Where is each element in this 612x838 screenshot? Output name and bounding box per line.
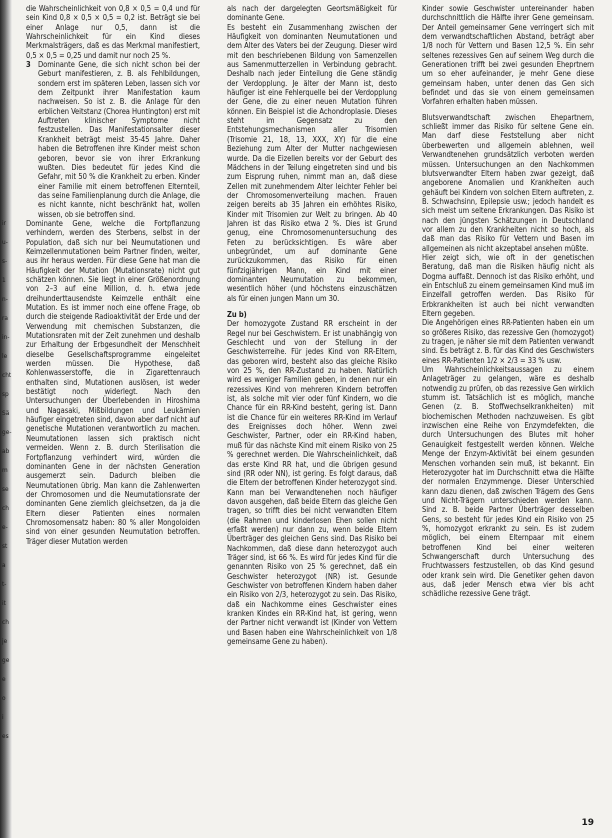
edge-fragment: s- <box>2 257 8 265</box>
edge-fragment: st <box>2 542 8 550</box>
edge-fragment: je <box>2 637 8 645</box>
edge-fragment: t- <box>2 580 7 588</box>
edge-fragment: ch <box>2 504 9 512</box>
edge-fragment: n- <box>2 295 8 303</box>
edge-fragment: it <box>2 599 6 607</box>
text-column-left <box>26 4 200 830</box>
edge-fragment: se <box>2 485 9 493</box>
edge-fragment: m <box>2 466 8 474</box>
edge-fragment: a <box>2 561 6 569</box>
edge-fragment: ir <box>2 219 7 227</box>
edge-fragment: ch <box>2 618 9 626</box>
edge-fragment: e- <box>2 523 8 531</box>
paragraph: als nach der dargelegten Geortsmäßigkeit für dominante Gene. <box>227 4 397 23</box>
paragraph: Blutsverwandtschaft zwischen Ehepartnern, schließt immer das Risiko für seltene Gene ein. Man darf diese Feststellung aber nicht überbewerten und allgemein ablehnen, weil Verwandtenehen grundsätzlich verboten werden müssen. Untersuchungen an den Nachkommen blutsverwandter Eltern haben zwar gezeigt, daß angeborene Anomalien und Krankheiten auch gehäuft bei Kindern von solchen Eltern auftreten, z. B. Schwachsinn, Epilepsie usw.; jedoch handelt es sich meist um seltene Erkrankungen. Das Risiko ist nach den jüngsten Schätzungen in Deutschland vor allem zu den Krankheiten nicht so hoch, als daß man das Risiko für Vettern und Basen im allgemeinen als nicht akzeptabel ansehen müßte. <box>422 112 594 253</box>
previous-page-edge <box>0 0 22 838</box>
paragraph: Um Wahrscheinlichkeitsaussagen zu einem Anlageträger zu gelangen, wäre es deshalb notwendig zu prüfen, ob das rezessive Gen wirklich stumm ist. Tatsächlich ist es möglich, manche Genen (z. B. Stoffwechselkrankheiten) mit biochemischen Methoden nachzuweisen. Es gibt inzwischen eine Reihe von Enzymdefekten, die durch Untersuchungen des Blutes mit hoher Genauigkeit festgestellt werden können. Welche Menge der Enzym-Aktivität bei einem gesunden Menschen vorhanden sein muß, ist bekannt. Ein Heterozygoter hat im Durchschnitt etwa die Hälfte der normalen Enzymmenge. Dieser Unterschied kann dazu dienen, daß zwischen Trägern des Gens und Nicht-Trägern unterschieden werden kann. Sind z. B. beide Partner Überträger desselben Gens, so besteht für jedes Kind ein Risiko von 25 %, homozygot erkrankt zu sein. Es ist zudem möglich, bei einem Elternpaar mit einem betroffenen Kind bei einer weiteren Schwangerschaft durch Untersuchung des Fruchtwassers festzustellen, ob das Kind gesund oder krank sein wird. Die Genetiker gehen davon aus, daß jeder Mensch etwa vier bis acht schädliche rezessive Gene trägt. <box>422 365 594 599</box>
page-number: 19 <box>581 818 594 828</box>
edge-fragment: cht <box>2 371 12 379</box>
edge-fragment: o <box>2 694 6 702</box>
edge-fragment: sp <box>2 390 9 398</box>
paragraph: Es besteht ein Zusammenhang zwischen der Häufigkeit von dominanten Neumutationen und dem Alter des Vaters bei der Zeugung. Dieser wird mit den beschriebenen Bildung von Samenzellen aus Samenmutterzellen in Verbindung gebracht. Deshalb nach jeder Einteilung die Gene ständig der Verdopplung. Je älter der Mann ist, desto häufiger ist eine Fehlerquelle bei der Verdopplung der Gene, die zu einer neuen Mutation führen können. Ein Beispiel ist die Achondroplasie. Dieses steht im Gegensatz zu den Entstehungsmechanismen aller Trisomien (Trisomie 21, 18, 13, XXX, XY) für die eine Beziehung zum Alter der Mutter nachgewiesen wurde. Da die Eizellen bereits vor der Geburt des Mädchens in der Teilung eingetreten sind und bis zum Eisprung ruhen, nimmt man an, daß diese Zellen mit zunehmendem Alter leichter Fehler bei der Chromosomenverteilung machen. Frauen zeigen bereits ab 35 Jahren ein erhöhtes Risiko, Kinder mit Trisomien zur Welt zu bringen. Ab 40 Jahren ist das Risiko etwa 2 %. Dies ist Grund genug, eine Chromosomenuntersuchung des Feten zu berücksichtigen. Es wäre aber unbegründet, um auf dominante Gene zurückzukommen, das Risiko für einen fünfzigjährigen Mann, ein Kind mit einer dominanten Neumutation zu bekommen, wesentlich höher (und höchstens einzuschätzen als für einen jungen Mann um 30. <box>227 22 397 303</box>
edge-fragment: le <box>2 352 8 360</box>
paragraph: Der homozygote Zustand RR erscheint in der Regel nur bei Geschwistern. Er ist unabhängig von Geschlecht und von der Stellung in der Geschwisterreihe. Für jedes Kind von RR-Eltern, das geboren wird, besteht also das gleiche Risiko von 25 %, den RR-Zustand zu haben. Natürlich wird es weniger Familien geben, in denen nur ein rezessives Kind von mehreren Kindern betroffen ist, als solche mit vier oder fünf Kindern, wo die Chance für ein RR-Kind besteht, gering ist. Dann ist die Chance für ein weiteres RR-Kind im Verlauf des Ereignisses doch höher. Wenn zwei Geschwister, Partner, oder ein RR-Kind haben, muß für das nächste Kind mit einem Risiko von 25 % gerechnet werden. Die Wahrscheinlichkeit, daß das erste Kind RR hat, und die übrigen gesund sind (RR oder NN), ist gering. Es folgt daraus, daß die Eltern der betroffenen Kinder heterozygot sind. Kann man bei Verwandtenehen noch häufiger davon ausgehen, daß beide Eltern das gleiche Gen tragen, so trifft dies bei nicht verwandten Eltern (die Rahmen und kinderlosen Ehen sollen nicht erfaßt werden) nur dann zu, wenn beide Eltern Überträger des gleichen Gens sind. Das Risiko bei Nachkommen, daß diese dann heterozygot auch Träger sind, ist 66 %. Es wird für jedes Kind für die genannten Risiko von 25 % gerechnet, daß ein Geschwister heterozygot (NR) ist. Gesunde Geschwister von betroffenen Kindern haben daher ein Risiko von 2/3, heterozygot zu sein. Das Risiko, daß ein Nachkomme eines Geschwister eines kranken Kindes ein RR-Kind hat, ist gering, wenn der Partner nicht verwandt ist (Kinder von Vettern und Basen haben eine Wahrscheinlichkeit von 1/8 gemeinsame Gene zu haben). <box>227 319 397 647</box>
edge-fragment: ab <box>2 447 10 455</box>
paragraph: Dominante Gene, welche die Fortpflanzung verhindern, werden des Sterbens, selbst in der Population, daß sich nur bei Neumutationen und Keimzellenmutationen beim Partner finden, weiter, aus ihr heraus werden. Für diese Gene hat man die Häufigkeit der Mutation (Mutationsrate) nicht gut schätzen können. Sie liegt in einer Größenordnung von 2–3 auf eine Million, d. h. etwa jede dreihunderttausendste Keimzelle enthält eine Mutation. Es ist immer noch eine offene Frage, ob durch die steigende Radioaktivität der Erde und der Verwendung mit chemischen Substanzen, die Mutationsraten mit der Zeit zunehmen und deshalb zur Erhaltung der Erbgesundheit der Menschheit dieselbe Gesellschaftsprogramme eingeleitet werden müssen. Die Hypothese, daß Kohlenwasserstoffe, die in Zigarettenrauch enthalten sind, Mutationen auslösen, ist weder bestätigt noch widerlegt. Nach den Untersuchungen der Überlebenden in Hiroshima und Nagasaki, Mißbildungen und Leukämien häufiger eingetreten sind, davon aber darf nicht auf genetische Mutationen verantwortlich zu machen. Neumutationen lassen sich praktisch nicht vermeiden. Wenn z. B. durch Sterilisation die Fortpflanzung verhindert wird, würden die dominanten Gene in der nächsten Generation ausgemerzt sein. Dadurch bleiben die Neumutationen übrig. Man kann die Zahlenwerten der Chromosomen und die Neumutationsrate der dominanten Gene ziemlich gleichsetzen, da ja die Eltern dieser Patienten eines normalen Chromosomensatz haben: 80 % aller Mongoloiden sind von einer gesunden Neumutation betroffen. Träger dieser Mutation werden <box>26 218 200 546</box>
edge-fragment: ge <box>2 656 10 664</box>
text-column-middle <box>227 4 397 830</box>
edge-fragment: es <box>2 732 9 740</box>
paragraph: Die Angehörigen eines RR-Patienten haben ein um so größeres Risiko, das rezessive Gen (homozygot) zu tragen, je näher sie mit dem Patienten verwandt sind. Es beträgt z. B. für das Kind des Geschwisters eines RR-Patienten 1/2 × 2/3 = 33 % usw. <box>422 318 594 365</box>
paragraph: die Wahrscheinlichkeit von 0,8 × 0,5 = 0,4 und für sein Kind 0,8 × 0,5 × 0,5 = 0,2 ist. Beträgt sie bei einer Anlage nur 0,5, dann ist die Wahrscheinlichkeit für ein Kind dieses Merkmalsträgers, daß es das Merkmal manifestiert, 0,5 × 0,5 = 0,25 und damit nur noch 25 %. <box>26 4 200 60</box>
edge-fragment: i <box>2 713 4 721</box>
paragraph: Kinder sowie Geschwister untereinander haben durchschnittlich die Hälfte ihrer Gene gemeinsam. Der Anteil gemeinsamer Gene verringert sich mit dem verwandtschaftlichen Abstand, beträgt aber 1/8 noch für Vettern und Basen 12,5 %. Ein sehr seltenes rezessives Gen auf seinem Weg durch die Generationen trifft bei zwei gesunden Eheprtnern um so eher aufeinander, je mehr Gene diese gemeinsam haben, unter denen das Gen sich befindet und das sie von einem gemeinsamen Vorfahren erhalten haben müssen. <box>422 4 594 107</box>
edge-fragment: ge- <box>2 428 12 436</box>
text-column-right <box>422 4 594 830</box>
edge-fragment: in- <box>2 333 10 341</box>
item-text: Dominante Gene, die sich nicht schon bei der Geburt manifestieren, z. B. als Fehlbildungen, sondern erst im späteren Leben, lassen sich vor dem Zeitpunkt ihrer Manifestation kaum nachweisen. So ist z. B. die Anlage für den erblichen Veitstanz (Chorea Huntington) erst mit Auftreten klinischer Symptome nicht festzustellen. Das Manifestationsalter dieser Krankheit beträgt meist 35-45 Jahre. Daher haben die Betroffenen ihre Kinder meist schon geboren, bevor sie von ihrer Erkrankung wußten. Dies bedeutet für jedes Kind die Gefahr, mit 50 % die Krankheit zu erben. Kinder einer Familie mit einem betroffenen Elternteil, das seine Familienplanung durch die Anlage, die es nicht kannte, nicht beschränkt hat, wollen wissen, ob sie betroffen sind. <box>38 60 200 219</box>
edge-fragment: ra <box>2 314 8 322</box>
edge-fragment: Sä <box>2 409 10 417</box>
numbered-item <box>26 60 200 219</box>
section-heading: Zu b) <box>227 310 247 319</box>
edge-fragment: e <box>2 675 6 683</box>
item-number: 3 <box>26 60 31 70</box>
edge-fragment: 1 <box>2 276 6 284</box>
edge-fragment: u- <box>2 238 8 246</box>
paragraph: Hier zeigt sich, wie oft in der genetischen Beratung, daß man die Risiken häufig nicht als Dogma auffaßt. Dennoch ist das Risiko erhöht, und ein Entschluß zu einem gemeinsamen Kind muß im Einzelfall getroffen werden. Das Risiko für Erbkrankheiten ist auch bei nicht verwandten Eltern gegeben. <box>422 252 594 318</box>
